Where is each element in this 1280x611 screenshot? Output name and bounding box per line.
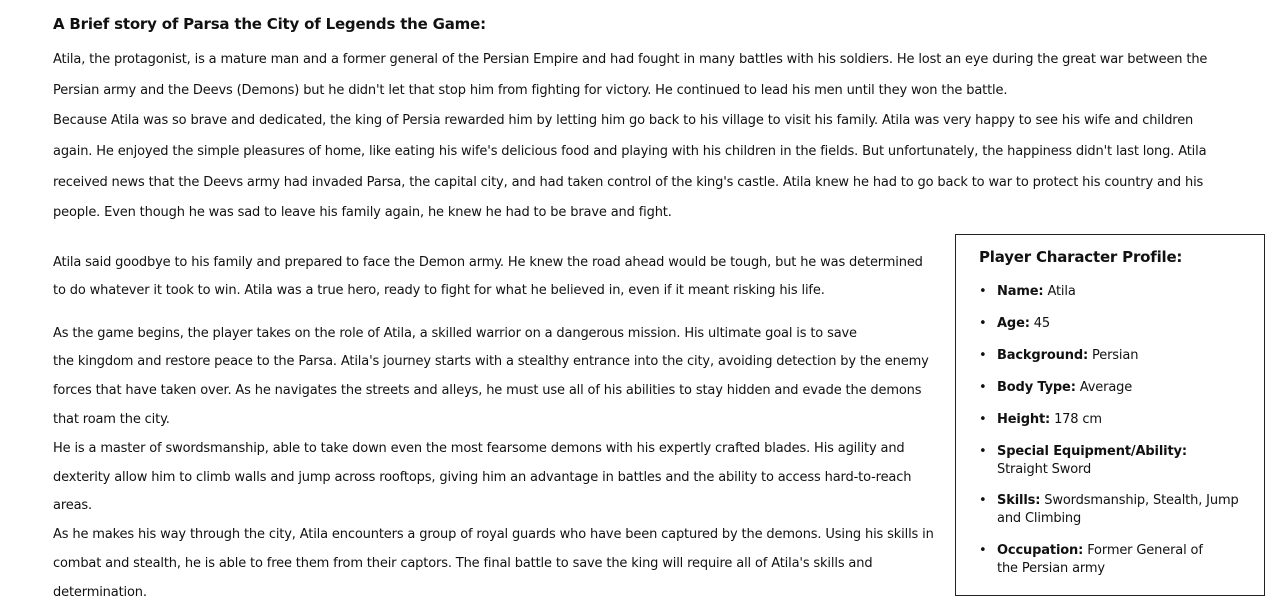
story-line: determination. <box>53 585 147 600</box>
story-line: the kingdom and restore peace to the Parsa. Atila's journey starts with a stealthy entrance into the city, avoiding detection by the enemy <box>53 354 929 369</box>
bullet-icon: • <box>979 412 987 427</box>
profile-item-text <box>997 315 1262 333</box>
profile-value: Straight Sword <box>997 462 1092 477</box>
profile-value: 178 cm <box>1054 412 1102 427</box>
profile-value: Average <box>1079 380 1133 395</box>
bullet-icon: • <box>979 284 987 299</box>
story-line: to do whatever it took to win. Atila was a true hero, ready to fight for what he believed in, even if it meant risking his life. <box>53 283 825 298</box>
story-line: combat and stealth, he is able to free them from their captors. The final battle to save the king will require all of Atila's skills and <box>53 556 873 571</box>
story-line: Atila, the protagonist, is a mature man and a former general of the Persian Empire and had fought in many battles with his soldiers. He lost an eye during the great war between the <box>53 52 1208 67</box>
bullet-icon: • <box>979 493 987 508</box>
profile-value: Swordsmanship, Stealth, Jump and Climbing <box>997 493 1239 526</box>
profile-item-text <box>997 443 1262 479</box>
story-line: received news that the Deevs army had invaded Parsa, the capital city, and had taken control of the king's castle. Atila knew he had to go back to war to protect his country and his <box>53 175 1204 190</box>
story-line: Because Atila was so brave and dedicated, the king of Persia rewarded him by letting him go back to his village to visit his family. Atila was very happy to see his wife and children <box>53 113 1194 128</box>
profile-label: Occupation: <box>997 543 1084 558</box>
story-line: He is a master of swordsmanship, able to take down even the most fearsome demons with his expertly crafted blades. His agility and <box>53 441 905 456</box>
story-line: Persian army and the Deevs (Demons) but he didn't let that stop him from fighting for victory. He continued to lead his men until they won the battle. <box>53 83 1008 98</box>
profile-label: Background: <box>997 348 1089 363</box>
profile-label: Special Equipment/Ability: <box>997 444 1187 459</box>
story-line: that roam the city. <box>53 412 170 427</box>
profile-item-text <box>997 411 1262 429</box>
story-title: A Brief story of Parsa the City of Legends the Game: <box>53 15 486 33</box>
story-line: forces that have taken over. As he navigates the streets and alleys, he must use all of his abilities to stay hidden and evade the demons <box>53 383 922 398</box>
story-line: people. Even though he was sad to leave his family again, he knew he had to be brave and fight. <box>53 205 672 220</box>
profile-value: Former General of the Persian army <box>997 543 1203 576</box>
story-line: Atila said goodbye to his family and prepared to face the Demon army. He knew the road ahead would be tough, but he was determined <box>53 255 923 270</box>
profile-item-text <box>997 379 1262 397</box>
profile-value: 45 <box>1033 316 1051 331</box>
profile-item-text <box>997 492 1262 528</box>
bullet-icon: • <box>979 444 987 459</box>
profile-heading: Player Character Profile: <box>979 248 1183 266</box>
profile-value: Atila <box>1047 284 1076 299</box>
profile-value: Persian <box>1092 348 1139 363</box>
profile-label: Body Type: <box>997 380 1076 395</box>
story-line: As the game begins, the player takes on the role of Atila, a skilled warrior on a dangerous mission. His ultimate goal is to save <box>53 326 857 341</box>
profile-item-text <box>997 542 1222 578</box>
profile-item-text <box>997 347 1262 365</box>
profile-item-text <box>997 283 1262 301</box>
bullet-icon: • <box>979 543 987 558</box>
profile-label: Height: <box>997 412 1051 427</box>
bullet-icon: • <box>979 380 987 395</box>
story-line: again. He enjoyed the simple pleasures of home, like eating his wife's delicious food and playing with his children in the fields. But unfortunately, the happiness didn't last long. Atila <box>53 144 1207 159</box>
profile-label: Name: <box>997 284 1044 299</box>
story-line: As he makes his way through the city, Atila encounters a group of royal guards who have been captured by the demons. Using his skills in <box>53 527 934 542</box>
bullet-icon: • <box>979 348 987 363</box>
story-line: areas. <box>53 498 92 513</box>
profile-label: Skills: <box>997 493 1041 508</box>
character-profile-box <box>955 234 1265 596</box>
story-line: dexterity allow him to climb walls and jump across rooftops, giving him an advantage in battles and the ability to access hard-to-reach <box>53 470 912 485</box>
bullet-icon: • <box>979 316 987 331</box>
profile-label: Age: <box>997 316 1030 331</box>
